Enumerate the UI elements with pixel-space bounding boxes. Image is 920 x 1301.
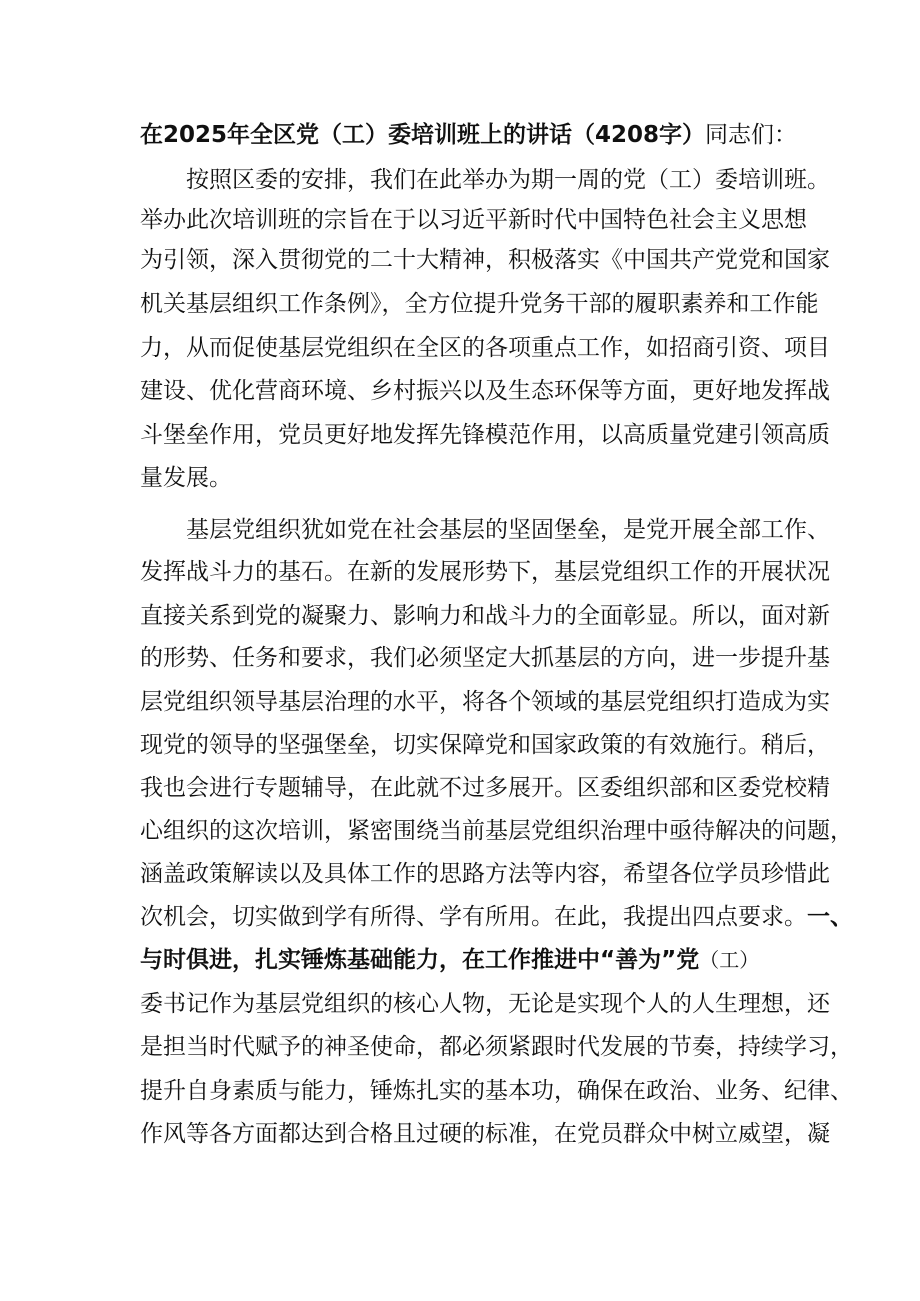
body-line: 力，从而促使基层党组织在全区的各项重点工作，如招商引资、项目 (140, 335, 830, 361)
document-title: 在2025年全区党（工）委培训班上的讲话（4208字） (140, 122, 706, 148)
body-line: 机关基层组织工作条例》，全方位提升党务干部的履职素养和工作能 (140, 291, 819, 317)
section-heading-line (140, 945, 800, 975)
body-line: 建设、优化营商环境、乡村振兴以及生态环保等方面，更好地发挥战 (140, 378, 830, 404)
body-line: 直接关系到党的凝聚力、影响力和战斗力的全面彰显。所以，面对新 (140, 603, 830, 629)
body-line: 心组织的这次培训，紧密围绕当前基层党组织治理中亟待解决的问题， (140, 818, 853, 844)
section-heading-tail: （工） (699, 948, 760, 972)
body-line-with-heading-prefix (140, 902, 853, 932)
body-line: 举办此次培训班的宗旨在于以习近平新时代中国特色社会主义思想 (140, 207, 807, 233)
section-heading: 与时俱进，扎实锤炼基础能力，在工作推进中“善为”党 (140, 947, 700, 973)
body-line: 斗堡垒作用，党员更好地发挥先锋模范作用，以高质量党建引领高质 (140, 422, 830, 448)
body-line: 发挥战斗力的基石。在新的发展形势下，基层党组织工作的开展状况 (140, 559, 830, 585)
body-line: 作风等各方面都达到合格且过硬的标准，在党员群众中树立威望，凝 (140, 1121, 830, 1147)
body-line: 按照区委的安排，我们在此举办为期一周的党（工）委培训班。 (140, 167, 830, 193)
body-line: 的形势、任务和要求，我们必须坚定大抓基层的方向，进一步提升基 (140, 645, 830, 671)
body-line: 我也会进行专题辅导，在此就不过多展开。区委组织部和区委党校精 (140, 775, 830, 801)
body-line: 层党组织领导基层治理的水平，将各个领域的基层党组织打造成为实 (140, 689, 830, 715)
section-heading-number: 一、 (807, 904, 853, 930)
body-line: 委书记作为基层党组织的核心人物，无论是实现个人的人生理想，还 (140, 991, 830, 1017)
salutation: 同志们： (705, 122, 798, 148)
body-line: 涵盖政策解读以及具体工作的思路方法等内容，希望各位学员珍惜此 (140, 861, 830, 887)
body-line: 提升自身素质与能力，锤炼扎实的基本功，确保在政治、业务、纪律、 (140, 1078, 853, 1104)
body-line: 现党的领导的坚强堡垒，切实保障党和国家政策的有效施行。稍后， (140, 732, 830, 758)
body-line: 为引领，深入贯彻党的二十大精神，积极落实《中国共产党党和国家 (140, 247, 830, 273)
document-title-line (140, 120, 800, 150)
body-text: 次机会，切实做到学有所得、学有所用。在此，我提出四点要求。 (140, 904, 807, 930)
body-line: 基层党组织犹如党在社会基层的坚固堡垒，是党开展全部工作、 (140, 517, 830, 543)
body-line: 量发展。 (140, 465, 232, 491)
body-line: 是担当时代赋予的神圣使命，都必须紧跟时代发展的节奏，持续学习， (140, 1034, 853, 1060)
